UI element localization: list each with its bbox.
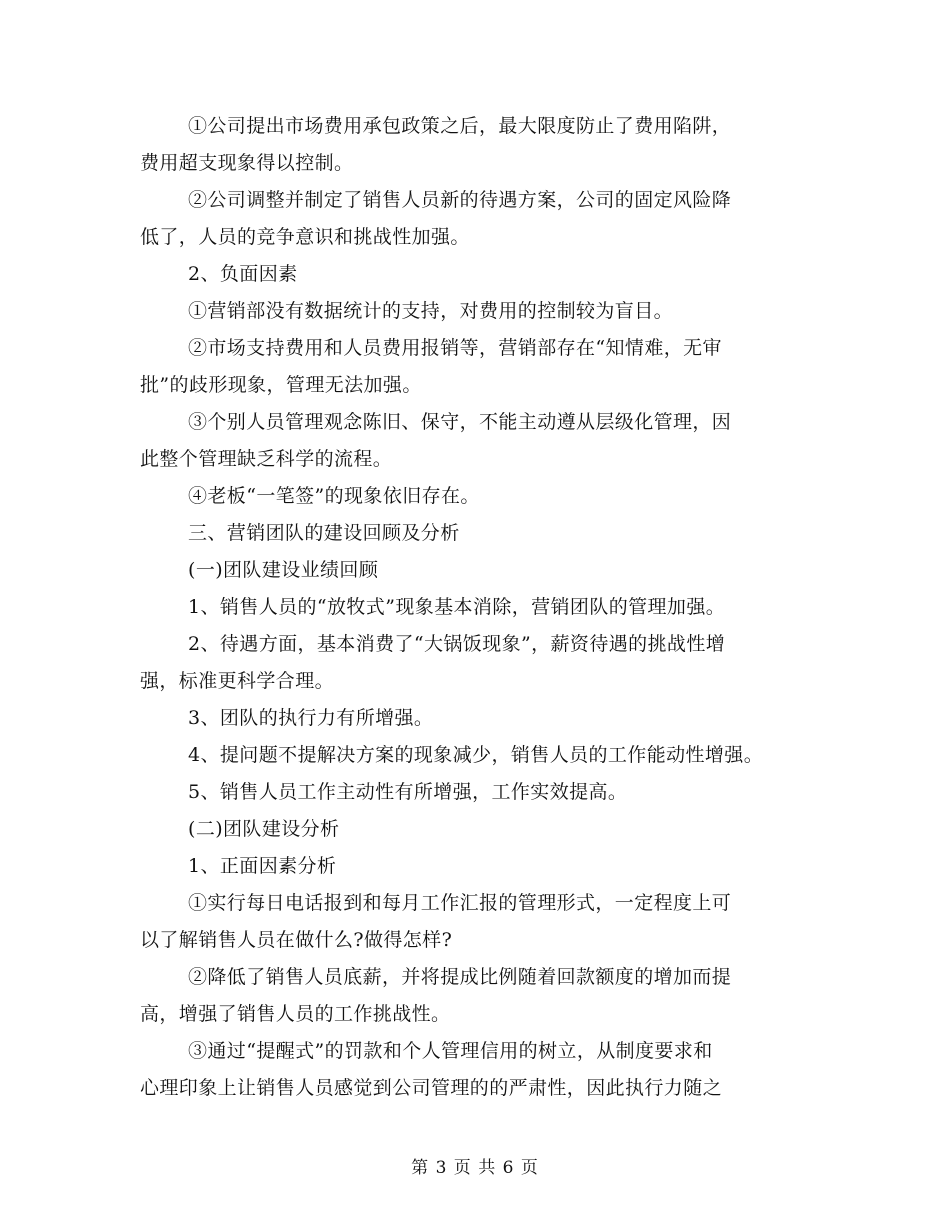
text-line: 5、销售人员工作主动性有所增强，工作实效提高。 bbox=[188, 781, 628, 803]
text-line: 1、正面因素分析 bbox=[188, 855, 337, 877]
text-line: (二)团队建设分析 bbox=[188, 818, 340, 840]
text-line: 强，标准更科学合理。 bbox=[140, 670, 335, 692]
text-line: ③通过“提醒式”的罚款和个人管理信用的树立，从制度要求和 bbox=[188, 1040, 713, 1062]
text-line: 1、销售人员的“放牧式”现象基本消除，营销团队的管理加强。 bbox=[188, 596, 726, 618]
text-line: 心理印象上让销售人员感觉到公司管理的的严肃性，因此执行力随之 bbox=[140, 1077, 723, 1099]
text-line: ④老板“一笔签”的现象依旧存在。 bbox=[188, 485, 480, 507]
document-body bbox=[140, 108, 830, 1107]
page-footer: 第 3 页 共 6 页 bbox=[411, 1158, 539, 1178]
text-line: 2、负面因素 bbox=[188, 263, 298, 285]
text-line: ①实行每日电话报到和每月工作汇报的管理形式，一定程度上可 bbox=[188, 892, 732, 914]
text-line: (一)团队建设业绩回顾 bbox=[188, 559, 379, 581]
text-line: 高，增强了销售人员的工作挑战性。 bbox=[140, 1003, 451, 1025]
text-line: 低了，人员的竞争意识和挑战性加强。 bbox=[140, 226, 470, 248]
text-line: ①公司提出市场费用承包政策之后，最大限度防止了费用陷阱， bbox=[188, 115, 732, 137]
text-line: 费用超支现象得以控制。 bbox=[140, 152, 354, 174]
text-line: ②公司调整并制定了销售人员新的待遇方案，公司的固定风险降 bbox=[188, 189, 732, 211]
text-line: ②降低了销售人员底薪，并将提成比例随着回款额度的增加而提 bbox=[188, 966, 732, 988]
text-line: 2、待遇方面，基本消费了“大锅饭现象”，薪资待遇的挑战性增 bbox=[188, 633, 726, 655]
text-line: 以了解销售人员在做什么?做得怎样? bbox=[140, 929, 453, 951]
text-line: ②市场支持费用和人员费用报销等，营销部存在“知情难，无审 bbox=[188, 337, 722, 359]
text-line: 三、营销团队的建设回顾及分析 bbox=[188, 522, 460, 544]
text-line: 批”的歧形现象，管理无法加强。 bbox=[140, 374, 422, 396]
text-line: 4、提问题不提解决方案的现象减少，销售人员的工作能动性增强。 bbox=[188, 744, 764, 766]
text-line: 此整个管理缺乏科学的流程。 bbox=[140, 448, 393, 470]
text-line: ③个别人员管理观念陈旧、保守，不能主动遵从层级化管理，因 bbox=[188, 411, 732, 433]
text-line: 3、团队的执行力有所增强。 bbox=[188, 707, 434, 729]
text-line: ①营销部没有数据统计的支持，对费用的控制较为盲目。 bbox=[188, 300, 674, 322]
